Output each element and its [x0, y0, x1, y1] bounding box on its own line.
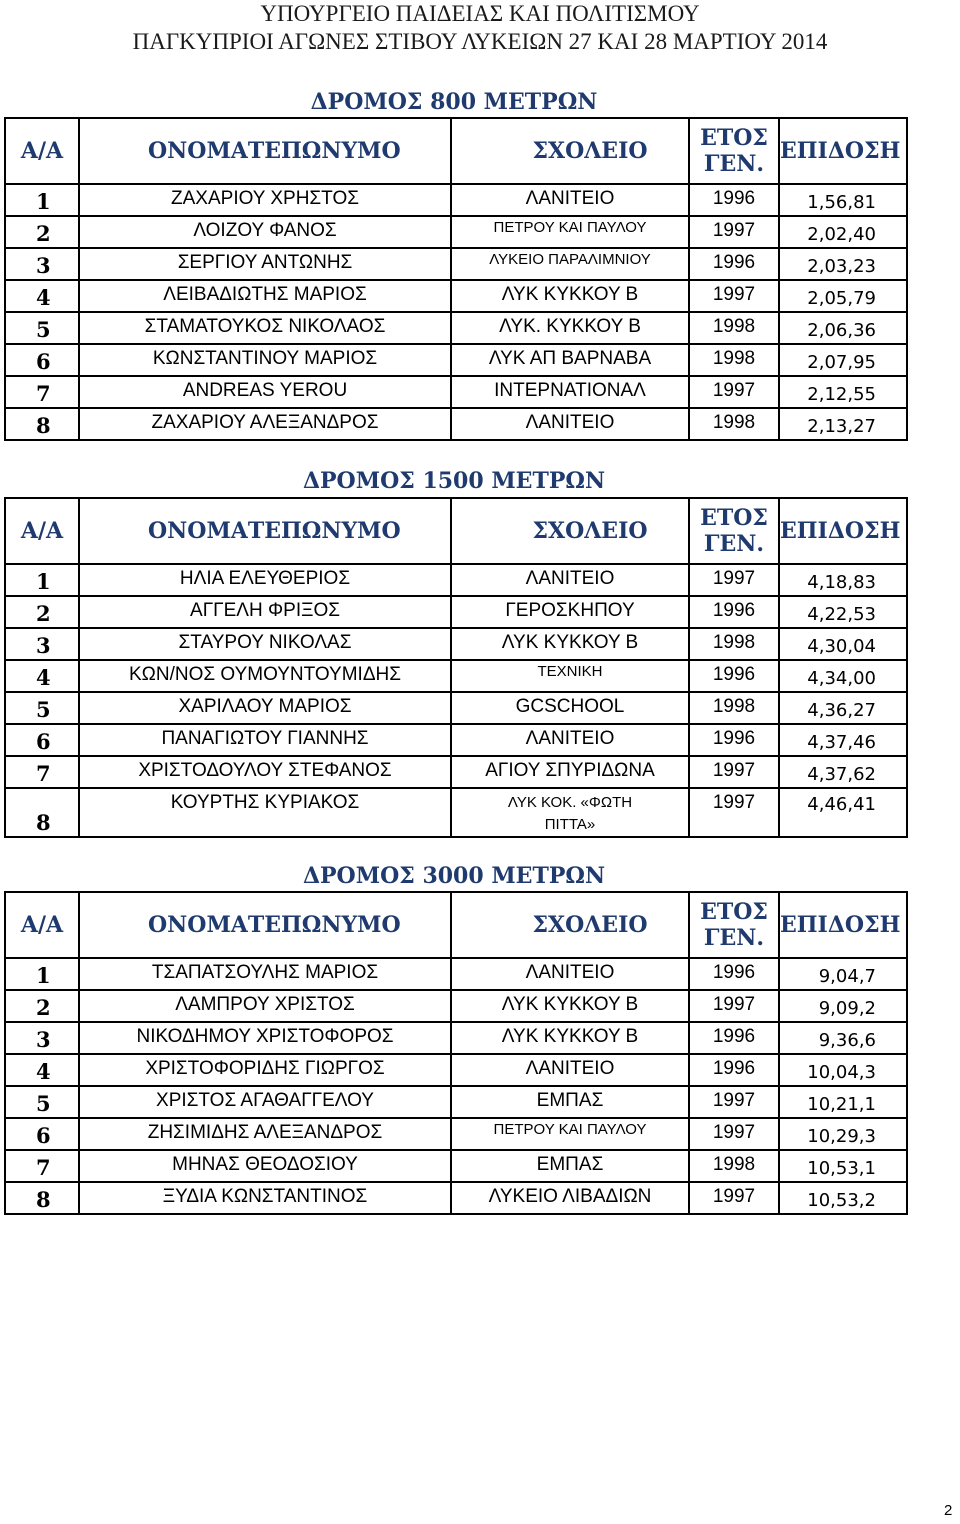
cell-performance: 2,13,27 [779, 408, 907, 440]
cell-school: ΛΥΚ ΑΠ ΒΑΡΝΑΒΑ [451, 344, 689, 376]
cell-performance: 2,12,55 [779, 376, 907, 408]
cell-year: 1996 [689, 1022, 779, 1054]
cell-school: ΛΥΚΕΙΟ ΠΑΡΑΛΙΜΝΙΟΥ [451, 248, 689, 280]
cell-aa: 2 [5, 216, 79, 248]
cell-aa: 6 [5, 1118, 79, 1150]
cell-aa: 2 [5, 990, 79, 1022]
cell-aa: 5 [5, 692, 79, 724]
cell-aa: 8 [5, 408, 79, 440]
cell-aa: 3 [5, 1022, 79, 1054]
page-number: 2 [944, 1502, 953, 1519]
cell-school: ΛΥΚΕΙΟ ΛΙΒΑΔΙΩΝ [451, 1182, 689, 1214]
cell-name: ΞΥΔΙΑ ΚΩΝΣΤΑΝΤΙΝΟΣ [79, 1182, 451, 1214]
table-row [5, 248, 907, 280]
cell-aa: 7 [5, 376, 79, 408]
cell-name: ΣΤΑΜΑΤΟΥΚΟΣ ΝΙΚΟΛΑΟΣ [79, 312, 451, 344]
cell-aa: 3 [5, 628, 79, 660]
cell-name: ΑΓΓΕΛΗ ΦΡΙΞΟΣ [79, 596, 451, 628]
cell-school: ΛΥΚ. ΚΥΚΚΟΥ Β [451, 312, 689, 344]
cell-year: 1996 [689, 1054, 779, 1086]
cell-name: ANDREAS YEROU [79, 376, 451, 408]
cell-year: 1997 [689, 1182, 779, 1214]
col-header-year [689, 892, 779, 958]
table-row [5, 660, 907, 692]
cell-school: ΤΕΧΝΙΚΗ [451, 660, 689, 692]
cell-performance: 2,02,40 [779, 216, 907, 248]
cell-school: ΛΥΚ ΚΥΚΚΟΥ Β [451, 990, 689, 1022]
col-header-name: ΟΝΟΜΑΤΕΠΩΝΥΜΟ [79, 498, 451, 564]
cell-performance: 4,46,41 [779, 788, 907, 837]
cell-year: 1996 [689, 724, 779, 756]
cell-performance: 9,09,2 [779, 990, 907, 1022]
col-header-name: ΟΝΟΜΑΤΕΠΩΝΥΜΟ [79, 892, 451, 958]
cell-name: ΚΩΝΣΤΑΝΤΙΝΟΥ ΜΑΡΙΟΣ [79, 344, 451, 376]
cell-school: ΛΥΚ ΚΥΚΚΟΥ Β [451, 628, 689, 660]
cell-aa: 7 [5, 756, 79, 788]
col-header-year-line2: ΓΕΝ. [703, 531, 765, 557]
cell-year: 1997 [689, 1086, 779, 1118]
cell-school: ΓΕΡΟΣΚΗΠΟΥ [451, 596, 689, 628]
cell-school: ΕΜΠΑΣ [451, 1150, 689, 1182]
cell-aa: 3 [5, 248, 79, 280]
cell-name: ΤΣΑΠΑΤΣΟΥΛΗΣ ΜΑΡΙΟΣ [79, 958, 451, 990]
cell-name: ΝΙΚΟΔΗΜΟΥ ΧΡΙΣΤΟΦΟΡΟΣ [79, 1022, 451, 1054]
table-row [5, 408, 907, 440]
col-header-performance: ΕΠΙΔΟΣΗ [779, 892, 907, 958]
col-header-year [689, 498, 779, 564]
cell-school: ΑΓΙΟΥ ΣΠΥΡΙΔΩΝΑ [451, 756, 689, 788]
cell-aa: 4 [5, 1054, 79, 1086]
cell-performance: 4,36,27 [779, 692, 907, 724]
cell-school: ΕΜΠΑΣ [451, 1086, 689, 1118]
cell-name: ΖΗΣΙΜΙΔΗΣ ΑΛΕΞΑΝΔΡΟΣ [79, 1118, 451, 1150]
table-row [5, 596, 907, 628]
cell-name: ΛΕΙΒΑΔΙΩΤΗΣ ΜΑΡΙΟΣ [79, 280, 451, 312]
cell-performance: 4,30,04 [779, 628, 907, 660]
col-header-year-line1: ΕΤΟΣ [700, 505, 768, 531]
table-header-row [5, 498, 907, 564]
cell-name: ΧΑΡΙΛΑΟΥ ΜΑΡΙΟΣ [79, 692, 451, 724]
cell-year: 1997 [689, 376, 779, 408]
table-row [5, 1150, 907, 1182]
cell-year: 1996 [689, 248, 779, 280]
col-header-year [689, 118, 779, 184]
cell-name: ΠΑΝΑΓΙΩΤΟΥ ΓΙΑΝΝΗΣ [79, 724, 451, 756]
col-header-performance: ΕΠΙΔΟΣΗ [779, 498, 907, 564]
cell-name: ΗΛΙΑ ΕΛΕΥΘΕΡΙΟΣ [79, 564, 451, 596]
cell-name: ΛΟΙΖΟΥ ΦΑΝΟΣ [79, 216, 451, 248]
cell-name: ΧΡΙΣΤΟΔΟΥΛΟΥ ΣΤΕΦΑΝΟΣ [79, 756, 451, 788]
cell-aa: 6 [5, 344, 79, 376]
table-row [5, 312, 907, 344]
cell-performance: 10,29,3 [779, 1118, 907, 1150]
cell-school [451, 788, 689, 837]
cell-performance: 4,37,46 [779, 724, 907, 756]
results-table-1500m [4, 497, 908, 838]
cell-year: 1998 [689, 312, 779, 344]
col-header-aa: Α/Α [5, 118, 79, 184]
cell-performance: 10,53,1 [779, 1150, 907, 1182]
cell-aa: 7 [5, 1150, 79, 1182]
section-title-800m: ΔΡΟΜΟΣ 800 ΜΕΤΡΩΝ [310, 89, 598, 115]
table-row [5, 1054, 907, 1086]
cell-aa: 8 [5, 1182, 79, 1214]
table-row [5, 216, 907, 248]
cell-year: 1996 [689, 660, 779, 692]
cell-school-line1: ΛΥΚ ΚΟΚ. «ΦΩΤΗ [507, 794, 633, 811]
cell-performance: 2,03,23 [779, 248, 907, 280]
col-header-school: ΣΧΟΛΕΙΟ [451, 892, 689, 958]
cell-school: ΠΕΤΡΟΥ ΚΑΙ ΠΑΥΛΟΥ [451, 216, 689, 248]
cell-performance: 2,06,36 [779, 312, 907, 344]
table-row [5, 1118, 907, 1150]
cell-aa: 6 [5, 724, 79, 756]
cell-year: 1997 [689, 756, 779, 788]
cell-performance: 2,05,79 [779, 280, 907, 312]
cell-year: 1996 [689, 184, 779, 216]
cell-year: 1997 [689, 788, 779, 837]
col-header-year-line1: ΕΤΟΣ [700, 899, 768, 925]
table-row [5, 788, 907, 837]
cell-year: 1998 [689, 344, 779, 376]
cell-name: ΣΤΑΥΡΟΥ ΝΙΚΟΛΑΣ [79, 628, 451, 660]
table-row [5, 756, 907, 788]
cell-performance: 4,34,00 [779, 660, 907, 692]
results-table-3000m [4, 891, 908, 1215]
cell-name: ΣΕΡΓΙΟΥ ΑΝΤΩΝΗΣ [79, 248, 451, 280]
table-row [5, 564, 907, 596]
cell-school: GCSCHOOL [451, 692, 689, 724]
cell-year: 1997 [689, 280, 779, 312]
cell-name: ΧΡΙΣΤΟΣ ΑΓΑΘΑΓΓΕΛΟΥ [79, 1086, 451, 1118]
cell-aa: 5 [5, 1086, 79, 1118]
cell-name: ΧΡΙΣΤΟΦΟΡΙΔΗΣ ΓΙΩΡΓΟΣ [79, 1054, 451, 1086]
cell-performance: 1,56,81 [779, 184, 907, 216]
cell-name: ΛΑΜΠΡΟΥ ΧΡΙΣΤΟΣ [79, 990, 451, 1022]
cell-year: 1998 [689, 628, 779, 660]
col-header-year-line2: ΓΕΝ. [703, 925, 765, 951]
cell-aa: 4 [5, 280, 79, 312]
col-header-year-line1: ΕΤΟΣ [700, 125, 768, 151]
cell-school: ΛΑΝΙΤΕΙΟ [451, 184, 689, 216]
table-row [5, 344, 907, 376]
table-row [5, 280, 907, 312]
cell-school: ΙΝΤΕΡΝΑΤΙΟΝΑΛ [451, 376, 689, 408]
table-row [5, 1022, 907, 1054]
cell-school: ΛΑΝΙΤΕΙΟ [451, 724, 689, 756]
table-row [5, 1182, 907, 1214]
cell-performance: 10,04,3 [779, 1054, 907, 1086]
cell-school: ΛΥΚ ΚΥΚΚΟΥ Β [451, 280, 689, 312]
cell-performance: 9,36,6 [779, 1022, 907, 1054]
table-row [5, 990, 907, 1022]
cell-performance: 10,53,2 [779, 1182, 907, 1214]
cell-performance: 2,07,95 [779, 344, 907, 376]
cell-school: ΛΑΝΙΤΕΙΟ [451, 958, 689, 990]
event-header: ΠΑΓΚΥΠΡΙΟΙ ΑΓΩΝΕΣ ΣΤΙΒΟΥ ΛΥΚΕΙΩΝ 27 ΚΑΙ 28 ΜΑΡΤΙΟΥ 2014 [132, 29, 828, 54]
col-header-performance: ΕΠΙΔΟΣΗ [779, 118, 907, 184]
cell-aa: 1 [5, 184, 79, 216]
section-title-1500m: ΔΡΟΜΟΣ 1500 ΜΕΤΡΩΝ [302, 468, 606, 494]
results-table-800m [4, 117, 908, 441]
cell-name: ΖΑΧΑΡΙΟΥ ΑΛΕΞΑΝΔΡΟΣ [79, 408, 451, 440]
cell-school-line2: ΠΙΤΤΑ» [544, 816, 596, 833]
table-header-row [5, 118, 907, 184]
cell-aa: 4 [5, 660, 79, 692]
cell-aa: 1 [5, 958, 79, 990]
cell-year: 1997 [689, 216, 779, 248]
cell-performance: 4,22,53 [779, 596, 907, 628]
table-row [5, 1086, 907, 1118]
cell-school: ΛΥΚ ΚΥΚΚΟΥ Β [451, 1022, 689, 1054]
cell-performance: 9,04,7 [779, 958, 907, 990]
cell-year: 1996 [689, 958, 779, 990]
ministry-header: ΥΠΟΥΡΓΕΙΟ ΠΑΙΔΕΙΑΣ ΚΑΙ ΠΟΛΙΤΙΣΜΟΥ [260, 1, 700, 26]
cell-year: 1997 [689, 564, 779, 596]
cell-name: ΚΟΥΡΤΗΣ ΚΥΡΙΑΚΟΣ [79, 788, 451, 837]
table-row [5, 376, 907, 408]
table-row [5, 692, 907, 724]
cell-year: 1998 [689, 1150, 779, 1182]
col-header-name: ΟΝΟΜΑΤΕΠΩΝΥΜΟ [79, 118, 451, 184]
cell-name: ΖΑΧΑΡΙΟΥ ΧΡΗΣΤΟΣ [79, 184, 451, 216]
table-row [5, 184, 907, 216]
cell-name: ΚΩΝ/ΝΟΣ ΟΥΜΟΥΝΤΟΥΜΙΔΗΣ [79, 660, 451, 692]
col-header-aa: Α/Α [5, 892, 79, 958]
cell-aa: 8 [5, 788, 79, 837]
table-row [5, 628, 907, 660]
col-header-aa: Α/Α [5, 498, 79, 564]
col-header-school: ΣΧΟΛΕΙΟ [451, 118, 689, 184]
table-row [5, 724, 907, 756]
cell-aa: 2 [5, 596, 79, 628]
cell-school: ΛΑΝΙΤΕΙΟ [451, 1054, 689, 1086]
cell-aa: 1 [5, 564, 79, 596]
cell-year: 1998 [689, 692, 779, 724]
cell-year: 1996 [689, 596, 779, 628]
cell-performance: 10,21,1 [779, 1086, 907, 1118]
col-header-year-line2: ΓΕΝ. [703, 151, 765, 177]
cell-year: 1998 [689, 408, 779, 440]
cell-school: ΛΑΝΙΤΕΙΟ [451, 408, 689, 440]
cell-name: ΜΗΝΑΣ ΘΕΟΔΟΣΙΟΥ [79, 1150, 451, 1182]
cell-year: 1997 [689, 990, 779, 1022]
cell-year: 1997 [689, 1118, 779, 1150]
cell-aa: 5 [5, 312, 79, 344]
col-header-school: ΣΧΟΛΕΙΟ [451, 498, 689, 564]
cell-performance: 4,18,83 [779, 564, 907, 596]
cell-school: ΠΕΤΡΟΥ ΚΑΙ ΠΑΥΛΟΥ [451, 1118, 689, 1150]
cell-performance: 4,37,62 [779, 756, 907, 788]
table-header-row [5, 892, 907, 958]
section-title-3000m: ΔΡΟΜΟΣ 3000 ΜΕΤΡΩΝ [302, 863, 606, 889]
table-row [5, 958, 907, 990]
cell-school: ΛΑΝΙΤΕΙΟ [451, 564, 689, 596]
